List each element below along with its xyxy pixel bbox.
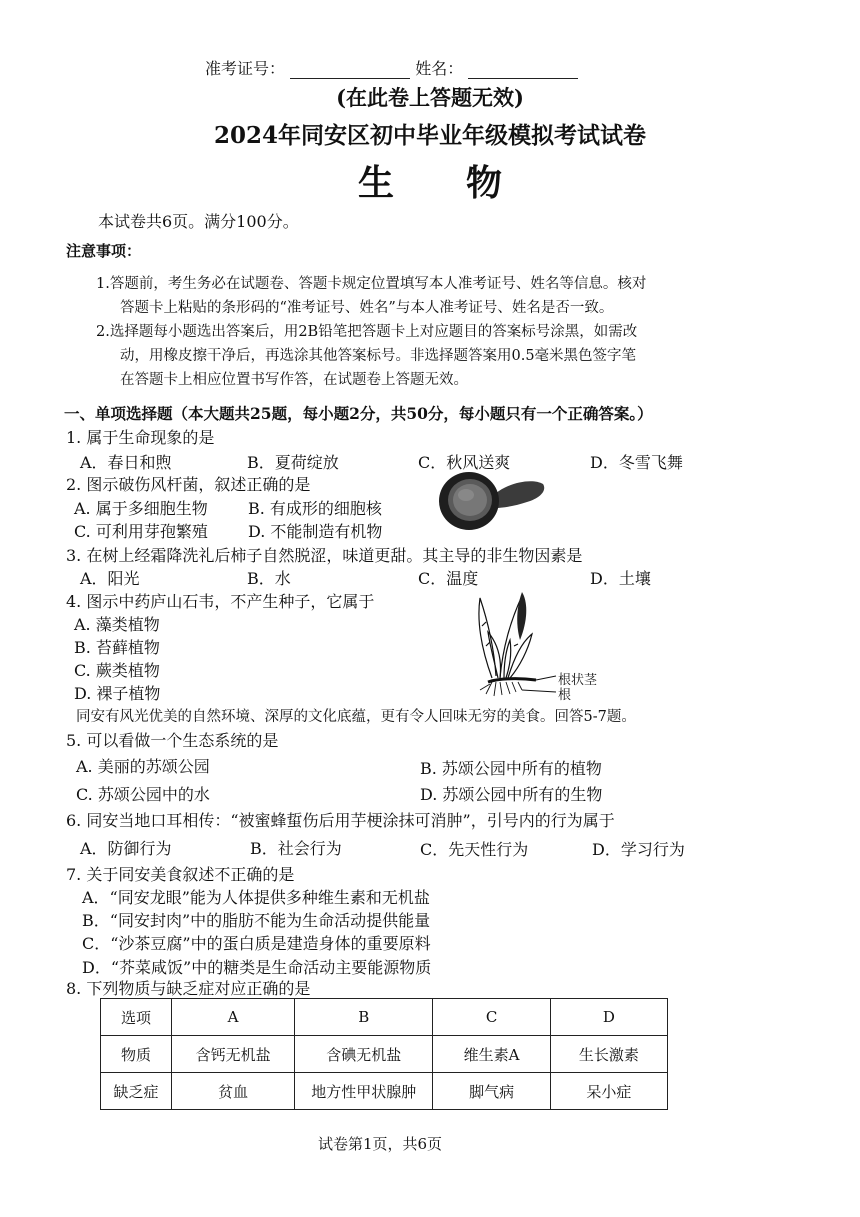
q1-stem: 1. 属于生命现象的是	[66, 428, 215, 447]
passage-text: 同安有风光优美的自然环境、深厚的文化底蕴，更有令人回味无穷的美食。回答5-7题。	[76, 709, 636, 725]
q5-option-c: C. 苏颂公园中的水	[76, 785, 210, 804]
instruction-2-line-1: 2.选择题每小题选出答案后，用2B铅笔把答题卡上对应题目的答案标号涂黑，如需改	[96, 324, 638, 340]
table-cell: D	[550, 999, 667, 1036]
table-row	[101, 999, 668, 1036]
q1-option-b: B．夏荷绽放	[247, 453, 339, 472]
q1-option-d: D．冬雪飞舞	[590, 453, 683, 472]
q7-option-a: A．“同安龙眼”能为人体提供多种维生素和无机盐	[82, 888, 430, 907]
q1-option-a: A．春日和煦	[80, 453, 172, 472]
table-cell: 贫血	[172, 1073, 295, 1110]
table-cell: A	[172, 999, 295, 1036]
table-cell: 缺乏症	[101, 1073, 172, 1110]
q4-stem: 4. 图示中药庐山石韦，不产生种子，它属于	[66, 592, 375, 611]
q2-option-a: A. 属于多细胞生物	[74, 499, 208, 518]
page-footer: 试卷第1页，共6页	[317, 1135, 443, 1153]
q5-option-d: D. 苏颂公园中所有的生物	[420, 785, 603, 804]
root-label: 根	[558, 688, 572, 703]
q2-option-d: D. 不能制造有机物	[248, 522, 383, 541]
table-cell: 维生素A	[433, 1036, 550, 1073]
table-cell: 选项	[101, 999, 172, 1036]
section-1-heading: 一、单项选择题（本大题共25题，每小题2分，共50分，每小题只有一个正确答案。）	[64, 404, 653, 423]
q5-option-a: A. 美丽的苏颂公园	[76, 757, 210, 776]
table-cell: C	[433, 999, 550, 1036]
table-cell: 脚气病	[433, 1073, 550, 1110]
q6-option-d: D．学习行为	[592, 840, 685, 859]
table-cell: 含碘无机盐	[295, 1036, 433, 1073]
instruction-2-line-2: 动，用橡皮擦干净后，再选涂其他答案标号。非选择题答案用0.5毫米黑色签字笔	[120, 348, 637, 364]
q3-option-b: B．水	[247, 569, 291, 588]
q5-option-b: B. 苏颂公园中所有的植物	[420, 759, 602, 778]
q6-option-b: B．社会行为	[250, 839, 342, 858]
table-cell: 物质	[101, 1036, 172, 1073]
fern-plant-image	[470, 586, 560, 702]
rhizome-label: 根状茎	[558, 673, 598, 688]
q2-stem: 2. 图示破伤风杆菌，叙述正确的是	[66, 475, 311, 494]
q7-option-b: B．“同安封肉”中的脂肪不能为生命活动提供能量	[82, 911, 431, 930]
q7-option-d: D．“芥菜咸饭”中的糖类是生命活动主要能源物质	[82, 958, 432, 977]
table-cell: 含钙无机盐	[172, 1036, 295, 1073]
table-cell: B	[295, 999, 433, 1036]
q1-option-c: C．秋风送爽	[418, 453, 511, 472]
q2-option-c: C. 可利用芽孢繁殖	[74, 522, 208, 541]
exam-title: 2024年同安区初中毕业年级模拟考试试卷	[213, 122, 646, 149]
q6-option-c: C．先天性行为	[420, 840, 529, 859]
exam-meta: 本试卷共6页。满分100分。	[98, 212, 299, 231]
q3-stem: 3. 在树上经霜降洗礼后柿子自然脱涩，味道更甜。其主导的非生物因素是	[66, 546, 583, 565]
name-label: 姓名：	[415, 59, 464, 78]
instruction-1-line-1: 1.答题前，考生务必在试题卷、答题卡规定位置填写本人准考证号、姓名等信息。核对	[96, 276, 647, 292]
q6-option-a: A．防御行为	[80, 839, 172, 858]
instructions-title: 注意事项：	[66, 242, 142, 260]
q5-stem: 5. 可以看做一个生态系统的是	[66, 731, 279, 750]
q2-option-b: B. 有成形的细胞核	[248, 499, 382, 518]
q3-option-d: D．土壤	[590, 569, 651, 588]
instruction-1-line-2: 答题卡上粘贴的条形码的“准考证号、姓名”与本人准考证号、姓名是否一致。	[120, 300, 614, 316]
table-row	[101, 1073, 668, 1110]
table-cell: 地方性甲状腺肿	[295, 1073, 433, 1110]
q7-option-c: C．“沙茶豆腐”中的蛋白质是建造身体的重要原料	[82, 934, 431, 953]
invalid-notice: (在此卷上答题无效)	[336, 85, 524, 110]
q7-stem: 7. 关于同安美食叙述不正确的是	[66, 865, 295, 884]
tetanus-bacterium-image	[437, 468, 549, 534]
q4-option-b: B. 苔藓植物	[74, 638, 160, 657]
q4-option-a: A. 藻类植物	[74, 615, 160, 634]
admission-number-field	[290, 59, 410, 79]
instruction-2-line-3: 在答题卡上相应位置书写作答，在试题卷上答题无效。	[120, 372, 468, 388]
q8-stem: 8. 下列物质与缺乏症对应正确的是	[66, 979, 311, 998]
q8-answer-table	[100, 998, 668, 1110]
q4-option-d: D. 裸子植物	[74, 684, 161, 703]
subject-title: 生 物	[357, 162, 502, 204]
admission-label: 准考证号：	[205, 59, 286, 78]
table-row	[101, 1036, 668, 1073]
q3-option-a: A．阳光	[80, 569, 140, 588]
admission-row	[205, 56, 578, 79]
q3-option-c: C．温度	[418, 569, 479, 588]
q6-stem: 6. 同安当地口耳相传：“被蜜蜂蜇伤后用芋梗涂抹可消肿”，引号内的行为属于	[66, 811, 615, 830]
table-cell: 生长激素	[550, 1036, 667, 1073]
name-field	[468, 59, 578, 79]
table-cell: 呆小症	[550, 1073, 667, 1110]
q4-option-c: C. 蕨类植物	[74, 661, 160, 680]
